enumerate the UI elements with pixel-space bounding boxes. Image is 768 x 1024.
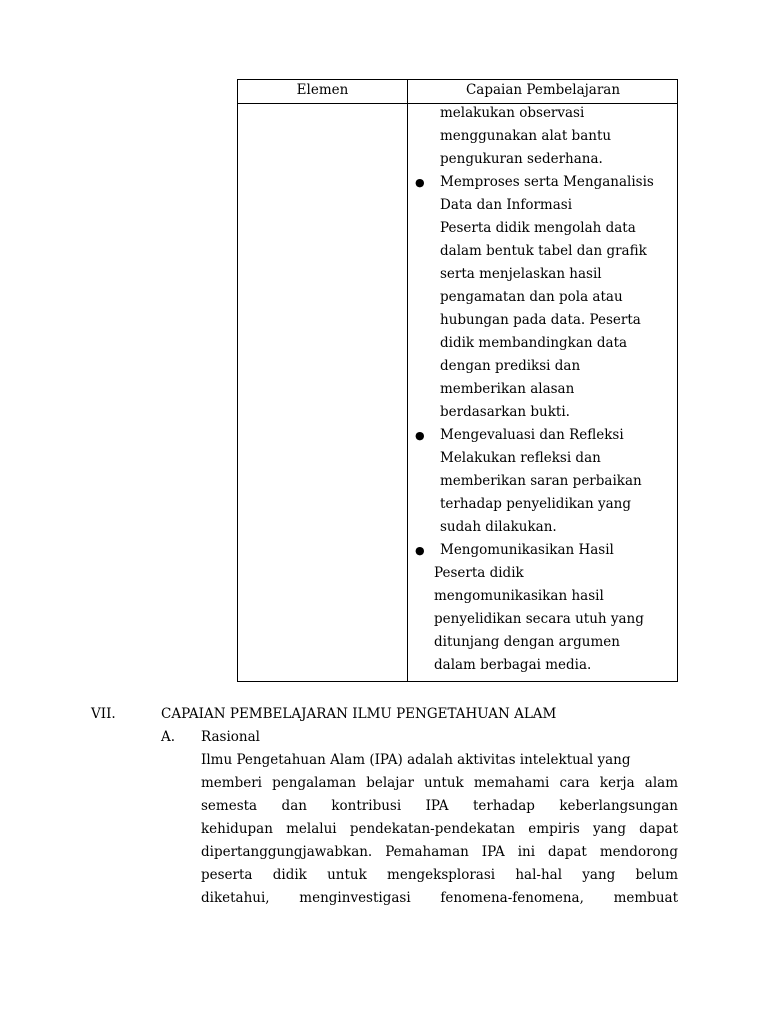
capaian-line: Melakukan refleksi dan — [440, 450, 601, 466]
capaian-line: dalam bentuk tabel dan grafik — [440, 243, 647, 259]
capaian-line: berdasarkan bukti. — [440, 404, 570, 420]
capaian-line: pengamatan dan pola atau — [440, 289, 623, 305]
bullet-icon: ● — [415, 429, 425, 442]
header-capaian: Capaian Pembelajaran — [465, 82, 621, 98]
paragraph-line: peserta didik untuk mengeksplorasi hal-hal yang belum — [201, 867, 678, 883]
capaian-line: Memproses serta Menganalisis — [440, 174, 654, 190]
capaian-line: melakukan observasi — [440, 105, 585, 121]
capaian-line: Peserta didik mengolah data — [440, 220, 636, 236]
capaian-line: mengomunikasikan hasil — [434, 588, 604, 604]
capaian-line: Mengevaluasi dan Refleksi — [440, 427, 624, 443]
paragraph-line: kehidupan melalui pendekatan-pendekatan empiris yang dapat — [201, 821, 678, 837]
column-divider — [407, 80, 408, 681]
paragraph-line: memberi pengalaman belajar untuk memahami cara kerja alam — [201, 775, 678, 791]
capaian-line: sudah dilakukan. — [440, 519, 557, 535]
bullet-icon: ● — [415, 176, 425, 189]
bullet-icon: ● — [415, 544, 425, 557]
paragraph-line: dipertanggungjawabkan. Pemahaman IPA ini dapat mendorong — [201, 844, 678, 860]
capaian-line: memberikan saran perbaikan — [440, 473, 642, 489]
paragraph-line: diketahui, menginvestigasi fenomena-fenomena, membuat — [201, 890, 678, 906]
capaian-line: menggunakan alat bantu — [440, 128, 612, 144]
subsection-letter: A. — [161, 729, 176, 745]
capaian-line: Mengomunikasikan Hasil — [440, 542, 614, 558]
capaian-line: Data dan Informasi — [440, 197, 573, 213]
capaian-line: dengan prediksi dan — [440, 358, 581, 374]
learning-outcomes-table — [237, 79, 678, 682]
section-title: CAPAIAN PEMBELAJARAN ILMU PENGETAHUAN ALAM — [161, 706, 557, 722]
capaian-line: penyelidikan secara utuh yang — [434, 611, 644, 627]
capaian-line: serta menjelaskan hasil — [440, 266, 602, 282]
header-elemen: Elemen — [296, 82, 349, 98]
paragraph-line: semesta dan kontribusi IPA terhadap keberlangsungan — [201, 798, 678, 814]
capaian-line: dalam berbagai media. — [434, 657, 592, 673]
capaian-line: Peserta didik — [434, 565, 524, 581]
capaian-line: ditunjang dengan argumen — [434, 634, 620, 650]
section-number: VII. — [91, 706, 116, 722]
subsection-title: Rasional — [201, 729, 260, 745]
capaian-line: terhadap penyelidikan yang — [440, 496, 631, 512]
capaian-line: didik membandingkan data — [440, 335, 628, 351]
capaian-line: pengukuran sederhana. — [440, 151, 603, 167]
paragraph-line: Ilmu Pengetahuan Alam (IPA) adalah aktivitas intelektual yang — [201, 752, 631, 768]
capaian-line: hubungan pada data. Peserta — [440, 312, 641, 328]
capaian-line: memberikan alasan — [440, 381, 575, 397]
